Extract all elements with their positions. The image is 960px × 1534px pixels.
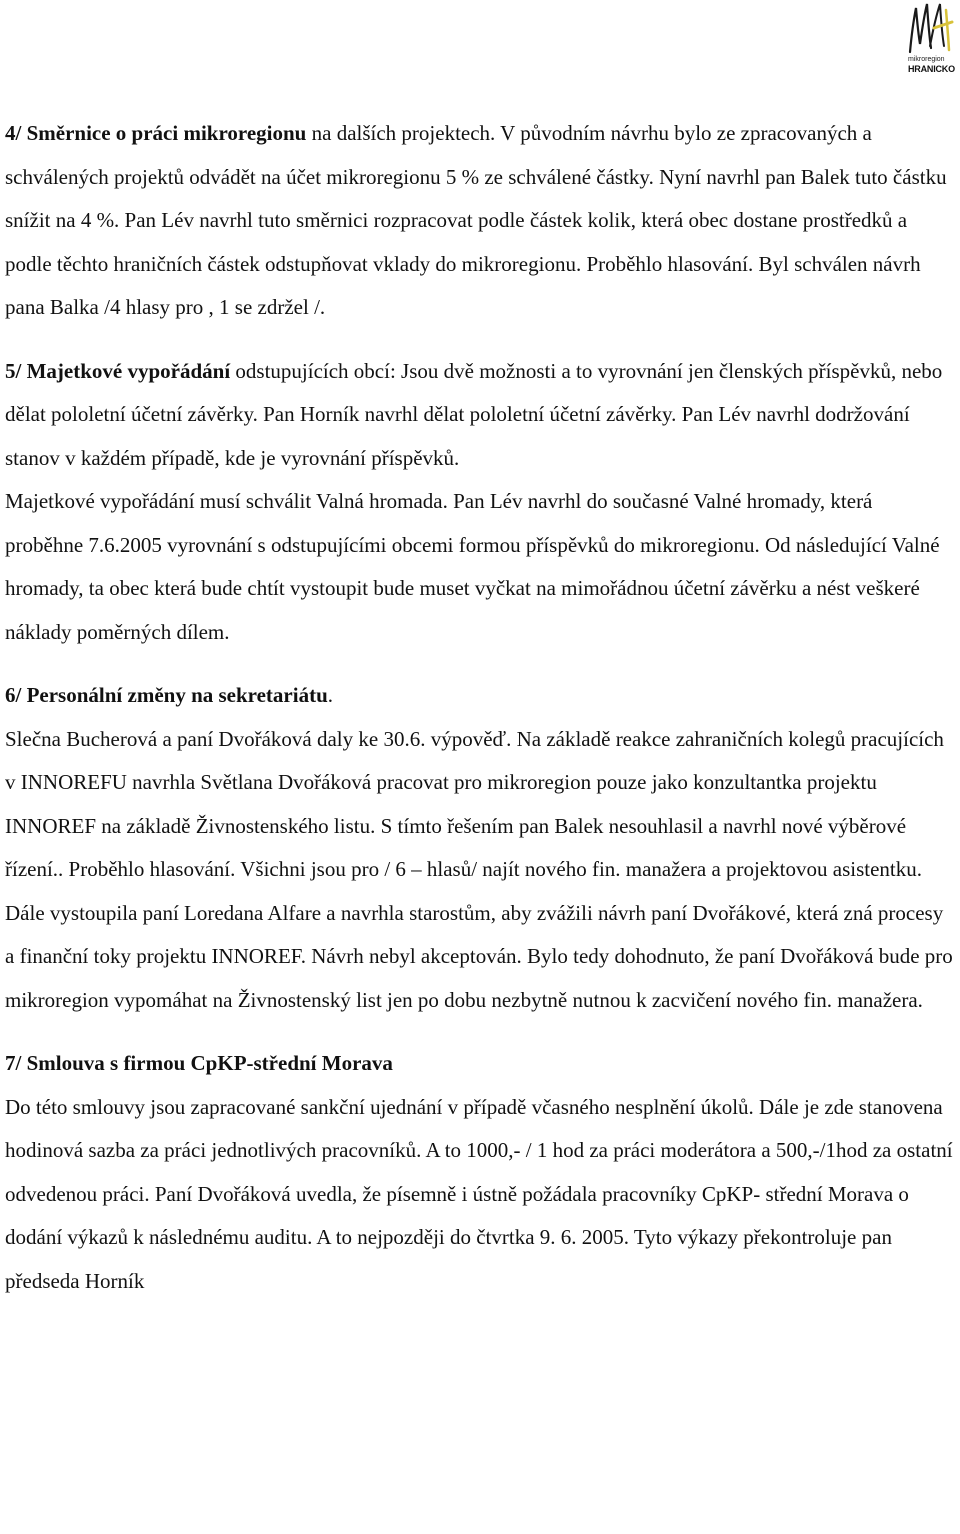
paragraph-text: Dále vystoupila paní Loredana Alfare a navrhla starostům, aby zvážili návrh paní Dvořákové, která zná procesy a finanční toky projektu INNOREF. Návrh nebyl akceptován. Bylo tedy dohodnuto, že paní Dvořáková bude pro mikroregion vypomáhat na Živnostenský list jen po dobu nezbytně nutnou k zacvičení nového fin. manažera.: [5, 900, 953, 1012]
paragraph: [5, 718, 955, 892]
section-heading: 6/ Personální změny na sekretariátu: [5, 683, 328, 707]
paragraph: [5, 674, 955, 718]
section-7: [5, 1042, 955, 1303]
section-5: [5, 350, 955, 655]
section-6: [5, 674, 955, 1022]
section-heading: 7/ Smlouva s firmou CpKP-střední Morava: [5, 1051, 393, 1075]
paragraph-text: Slečna Bucherová a paní Dvořáková daly ke 30.6. výpověď. Na základě reakce zahraničních kolegů pracujících v INNOREFU navrhla Světlana Dvořáková pracovat pro mikroregion pouze jako konzultantka projektu INNOREF na základě Živnostenského listu. S tímto řešením pan Balek nesouhlasil a navrhl nové výběrové řízení.. Proběhlo hlasování. Všichni jsou pro / 6 – hlasů/ najít nového fin. manažera a projektovou asistentku.: [5, 726, 944, 881]
section-4: [5, 112, 955, 330]
logo-text-line1: mikroregion: [908, 56, 945, 63]
paragraph: [5, 480, 955, 654]
paragraph: [5, 112, 955, 330]
logo-text-line2: HRANICKO: [908, 64, 955, 74]
paragraph-text: .: [327, 683, 334, 707]
document-body: [5, 112, 955, 1303]
logo-mark-icon: [900, 0, 958, 56]
section-heading: 4/ Směrnice o práci mikroregionu: [5, 121, 307, 145]
paragraph-text: odstupujících obcí: Jsou dvě možnosti a to vyrovnání jen členských příspěvků, nebo dělat pololetní účetní závěrky. Pan Horník navrhl dělat pololetní účetní závěrky. Pan Lév navrhl dodržování stanov v každém případě, kde je vyrovnání příspěvků.: [5, 358, 943, 470]
paragraph-text: Do této smlouvy jsou zapracované sankční ujednání v případě včasného nesplnění úkolů. Dále je zde stanovena hodinová sazba za práci jednotlivých pracovníků. A to 1000,- / 1 hod za práci moderátora a 500,-/1hod za ostatní odvedenou práci. Paní Dvořáková uvedla, že písemně i ústně požádala pracovníky CpKP- střední Morava o dodání výkazů k následnému auditu. A to nejpozději do čtvrtka 9. 6. 2005. Tyto výkazy překontroluje pan předseda Horník: [5, 1094, 953, 1293]
paragraph: [5, 892, 955, 1023]
section-heading: 5/ Majetkové vypořádání: [5, 358, 231, 383]
paragraph-text: Majetkové vypořádání musí schválit Valná hromada. Pan Lév navrhl do současné Valné hromady, která proběhne 7.6.2005 vyrovnání s odstupujícími obcemi formou příspěvků do mikroregionu. Od následující Valné hromady, ta obec která bude chtít vystoupit bude muset vyčkat na mimořádnou účetní závěrku a nést veškeré náklady poměrných dílem.: [5, 489, 940, 644]
paragraph-text: na dalších projektech. V původním návrhu bylo ze zpracovaných a schválených projektů odvádět na účet mikroregionu 5 % ze schválené částky. Nyní navrhl pan Balek tuto částku snížit na 4 %. Pan Lév navrhl tuto směrnici rozpracovat podle částek kolik, která obec dostane prostředků a podle těchto hraničních částek odstupňovat vklady do mikroregionu. Proběhlo hlasování. Byl schválen návrh pana Balka /4 hlasy pro , 1 se zdržel /.: [5, 121, 947, 319]
paragraph: [5, 350, 955, 481]
paragraph: [5, 1086, 955, 1304]
paragraph: [5, 1042, 955, 1086]
mikroregion-hranicko-logo: [900, 0, 958, 80]
